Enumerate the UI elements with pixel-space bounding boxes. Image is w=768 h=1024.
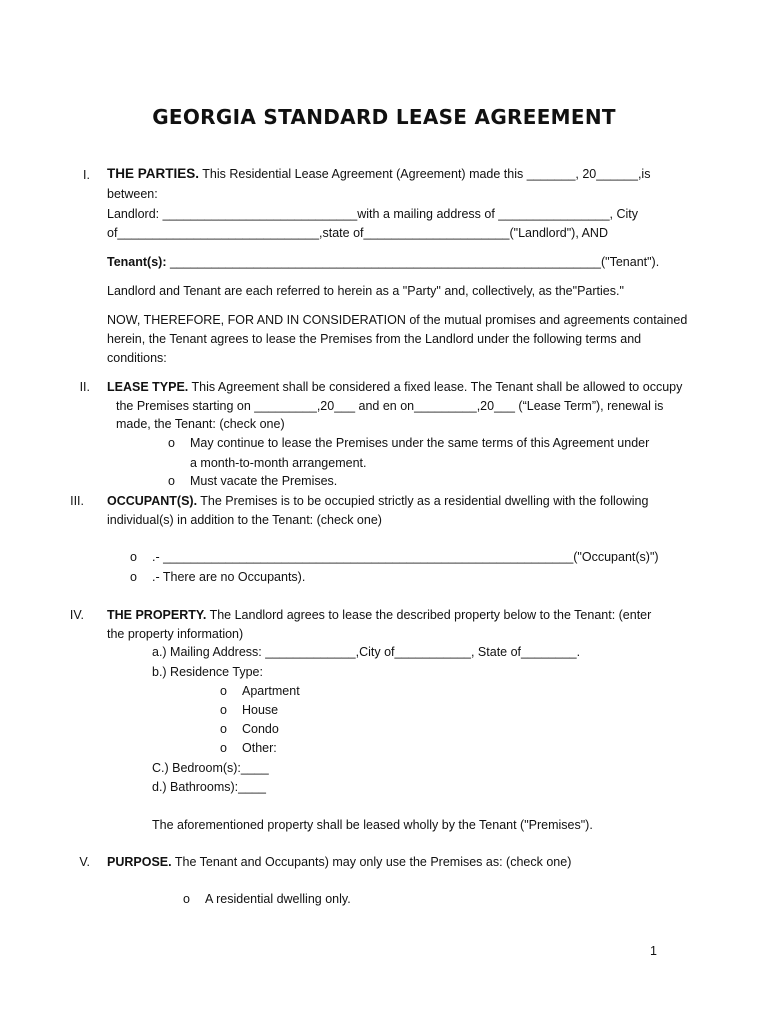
checkbox-bullet-icon[interactable]: o — [183, 892, 190, 906]
section-number-2: II. — [79, 380, 90, 394]
checkbox-bullet-icon[interactable]: o — [168, 436, 175, 450]
section-2-text-3: made, the Tenant: (check one) — [116, 417, 285, 431]
premises-definition: The aforementioned property shall be leased wholly by the Tenant ("Premises"). — [152, 818, 593, 832]
residence-option-apartment: Apartment — [242, 684, 300, 698]
page-number: 1 — [650, 944, 657, 958]
section-5-text-1: The Tenant and Occupants) may only use the Premises as: (check one) — [171, 855, 572, 869]
consideration-line-2: herein, the Tenant agrees to lease the Premises from the Landlord under the following terms and — [107, 332, 642, 346]
party-definition: Landlord and Tenant are each referred to herein as a "Party" and, collectively, as the"Parties." — [107, 284, 624, 298]
residence-option-house: House — [242, 703, 279, 717]
section-3-text-1: The Premises is to be occupied strictly as a residential dwelling with the following — [197, 494, 649, 508]
section-1-text-1: This Residential Lease Agreement (Agreement) made this _______, 20______,is — [199, 167, 651, 181]
bedrooms-line: C.) Bedroom(s):____ — [152, 761, 269, 775]
lease-option-continue: May continue to lease the Premises under the same terms of this Agreement under — [190, 436, 650, 450]
checkbox-bullet-icon[interactable]: o — [168, 474, 175, 488]
section-number-4: IV. — [69, 608, 84, 622]
residence-option-condo: Condo — [242, 722, 279, 736]
checkbox-bullet-icon[interactable]: o — [220, 722, 227, 736]
mailing-address-line: a.) Mailing Address: _____________,City of___________, State of________. — [152, 645, 581, 659]
tenant-line — [107, 254, 659, 270]
consideration-line-1: NOW, THEREFORE, FOR AND IN CONSIDERATION of the mutual promises and agreements contained — [107, 313, 688, 327]
section-number-1: I. — [83, 168, 90, 182]
lease-option-vacate: Must vacate the Premises. — [190, 474, 338, 488]
section-1-text-2: between: — [107, 187, 158, 201]
section-3-heading: OCCUPANT(S). — [107, 494, 198, 508]
checkbox-bullet-icon[interactable]: o — [130, 550, 137, 564]
section-number-5: V. — [79, 855, 90, 869]
section-4-heading: THE PROPERTY. — [107, 608, 207, 622]
checkbox-bullet-icon[interactable]: o — [220, 703, 227, 717]
purpose-option-residential: A residential dwelling only. — [205, 892, 351, 906]
checkbox-bullet-icon[interactable]: o — [220, 741, 227, 755]
lease-option-continue-cont: a month-to-month arrangement. — [190, 456, 367, 470]
section-number-3: III. — [70, 494, 84, 508]
occupant-option-named: .- ___________________________________________________________("Occupant(s)") — [152, 550, 659, 564]
section-3-text-2: individual(s) in addition to the Tenant: (check one) — [107, 513, 382, 527]
section-3-line-1 — [107, 493, 648, 509]
section-4-text-1: The Landlord agrees to lease the described property below to the Tenant: (enter — [206, 608, 652, 622]
occupant-option-none: .- There are no Occupants). — [152, 570, 306, 584]
checkbox-bullet-icon[interactable]: o — [220, 684, 227, 698]
residence-option-other: Other: — [242, 741, 277, 755]
section-4-text-2: the property information) — [107, 627, 244, 641]
section-5-heading: PURPOSE. — [107, 855, 172, 869]
section-2-heading: LEASE TYPE. — [107, 380, 189, 394]
page-title: GEORGIA STANDARD LEASE AGREEMENT — [152, 105, 616, 129]
section-4-line-1 — [107, 607, 651, 623]
section-2-line-1 — [107, 379, 682, 395]
bathrooms-line: d.) Bathrooms):____ — [152, 780, 266, 794]
checkbox-bullet-icon[interactable]: o — [130, 570, 137, 584]
residence-type-label: b.) Residence Type: — [152, 665, 263, 679]
section-2-text-2: the Premises starting on _________,20___ and en on_________,20___ (“Lease Term”), renewal is — [116, 399, 664, 413]
landlord-state-line: of_____________________________,state of_____________________("Landlord"), AND — [107, 226, 608, 240]
section-1-heading: THE PARTIES. — [107, 166, 200, 181]
section-1-line-1 — [107, 166, 650, 182]
section-5-line-1 — [107, 854, 571, 870]
tenant-label: Tenant(s): — [107, 255, 167, 269]
consideration-line-3: conditions: — [107, 351, 167, 365]
section-2-text-1: This Agreement shall be considered a fixed lease. The Tenant shall be allowed to occupy — [188, 380, 683, 394]
landlord-line: Landlord: ____________________________with a mailing address of ________________, City — [107, 207, 638, 221]
tenant-blank: ______________________________________________________________("Tenant"). — [166, 255, 660, 269]
